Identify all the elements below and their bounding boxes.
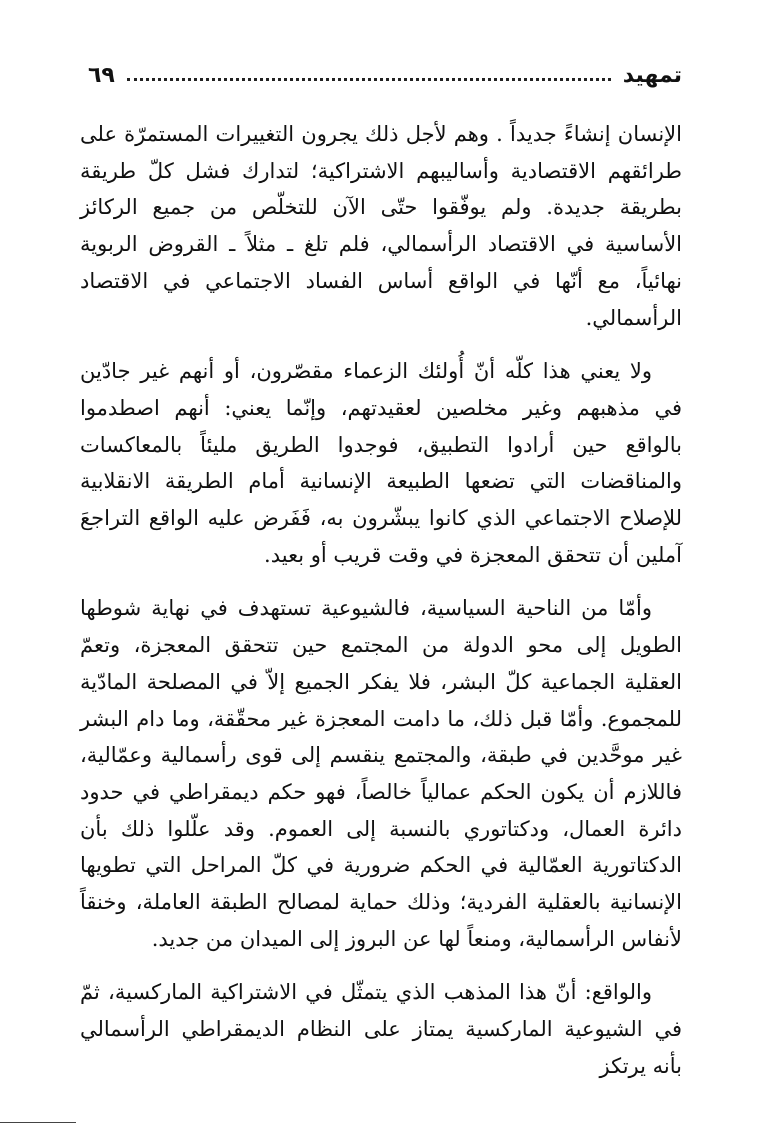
paragraph-1: الإنسان إنشاءً جديداً . وهم لأجل ذلك يجرون التغييرات المستمرّة على طرائقهم الاقتصادية وأساليبهم الاشتراكية؛ لتدارك فشل كلّ طريقة بطريقة جديدة. ولم يوفّقوا حتّى الآن للتخلّص من جميع الركائز الأساسية في الاقتصاد الرأسمالي، فلم تلغ ـ مثلاً ـ القروض الربوية نهائياً، مع أنّها في الواقع أساس الفساد الاجتماعي في الاقتصاد الرأسمالي. [80, 122, 682, 330]
page-edge-rule [0, 1122, 76, 1123]
paragraph-2: ولا يعني هذا كلّه أنّ أُولئك الزعماء مقصّرون، أو أنهم غير جادّين في مذهبهم وغير مخلصين لعقيدتهم، وإنّما يعني: أنهم اصطدموا بالواقع حين أرادوا التطبيق، فوجدوا الطريق مليئاً بالمعاكسات والمناقضات التي تضعها الطبيعة الإنسانية أمام الطريقة الانقلابية للإصلاح الاجتماعي الذي كانوا يبشّرون به، فَفَرض عليه الواقع التراجعَ آملين أن تتحقق المعجزة في وقت قريب أو بعيد. [80, 359, 682, 567]
leader-dots [127, 78, 611, 81]
page-header [88, 58, 682, 92]
body-text [80, 116, 682, 1102]
paragraph-3: وأمّا من الناحية السياسية، فالشيوعية تستهدف في نهاية شوطها الطويل إلى محو الدولة من المجتمع حين تتحقق المعجزة، وتعمّ العقلية الجماعية كلّ البشر، فلا يفكر الجميع إلاّ في المصلحة المادّية للمجموع. وأمّا قبل ذلك، ما دامت المعجزة غير محقّقة، وما دام البشر غير موحَّدين في طبقة، والمجتمع ينقسم إلى قوى رأسمالية وعمّالية، فاللازم أن يكون الحكم عمالياً خالصاً، فهو حكم ديمقراطي في حدود دائرة العمال، ودكتاتوري بالنسبة إلى العموم. وقد علّلوا ذلك بأن الدكتاتورية العمّالية في الحكم ضرورية في كلّ المراحل التي تطويها الإنسانية بالعقلية الفردية؛ وذلك حماية لمصالح الطبقة العاملة، وخنقاً لأنفاس الرأسمالية، ومنعاً لها عن البروز إلى الميدان من جديد. [80, 596, 683, 951]
paragraph-4: والواقع: أنّ هذا المذهب الذي يتمثّل في الاشتراكية الماركسية، ثمّ في الشيوعية الماركسية يمتاز على النظام الديمقراطي الرأسمالي بأنه يرتكز [80, 980, 682, 1078]
page-number: ٦٩ [88, 62, 115, 88]
running-head: تمهيد [622, 62, 682, 88]
